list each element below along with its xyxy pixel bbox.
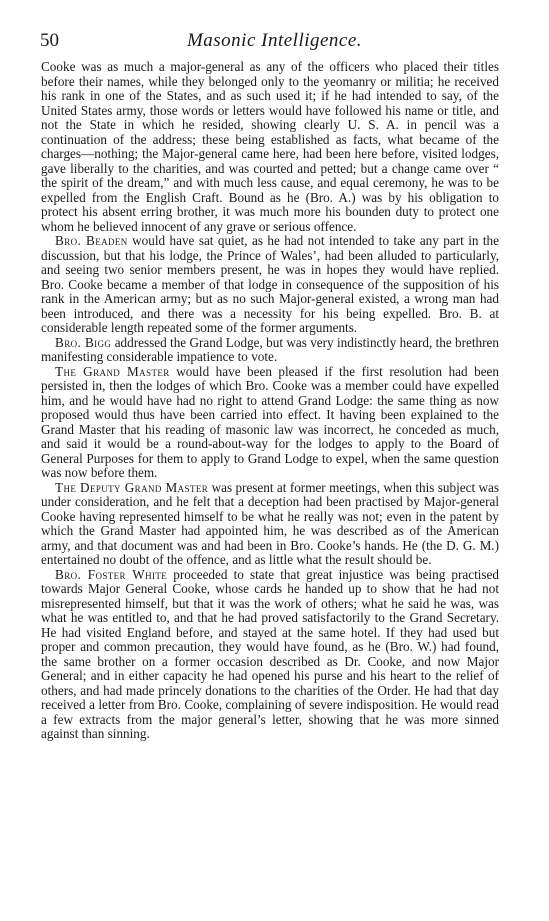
speaker-name: The Deputy Grand Master — [55, 479, 209, 495]
page-number: 50 — [40, 30, 59, 51]
speaker-name: Bro. Bigg — [55, 334, 112, 350]
paragraph-foster-white — [41, 568, 499, 742]
paragraph-bigg — [41, 336, 499, 365]
paragraph-text: would have sat quiet, as he had not intended to take any part in the discussion, but that his lodge, the Prince of Wales’, had been alluded to particularly, and seeing two senior members present, he was in hopes they would have replied. Bro. Cooke became a member of that lodge in consequence of the supposition of his rank in the American army; but as no such Major-general existed, a wrong man had been introduced, and there was a necessity for his being expelled. Bro. B. at considerable length repeated some of the former arguments. — [41, 233, 499, 335]
paragraph-deputy-grand-master — [41, 481, 499, 568]
paragraph-text: proceeded to state that great injustice was being practised towards Major General Cooke, whose cards he handed up to show that he had not misrepresented himself, but that it was the work of others; what he said he was, was what he was entitled to, and that he had proved satisfactorily to the Grand Secretary. He had visited England before, and stayed at the same hotel. If they had used but proper and common precaution, they would have found, as he (Bro. W.) had found, the same brother on a former occasion described as Dr. Cooke, and now Major General; and in either capacity he had opened his purse and his heart to the relief of others, and had made princely donations to the charities of the Order. He had that day received a letter from Bro. Cooke, complaining of severe indisposition. He would read a few extracts from the major general’s letter, showing that he was more sinned against than sinning. — [41, 566, 500, 741]
paragraph-grand-master — [41, 365, 499, 481]
paragraph-beaden — [41, 234, 499, 336]
speaker-name: The Grand Master — [55, 363, 170, 379]
speaker-name: Bro. Beaden — [55, 233, 128, 248]
paragraph-text: was present at former meetings, when this subject was under consideration, and he felt that a deception had been practised by Major-general Cooke having represented himself to be what he really was not; even in the patent by which the Grand Master had appointed him, he was described as of the American army, and that document was and had been in Bro. Cooke’s hands. He (the D. G. M.) entertained no doubt of the offence, and as little what the result should be. — [41, 479, 499, 567]
paragraph-cooke-rank — [41, 60, 499, 234]
page-body — [41, 60, 499, 742]
paragraph-text: addressed the Grand Lodge, but was very indistinctly heard, the brethren manifesting considerable impatience to vote. — [41, 334, 499, 364]
page-header — [40, 30, 509, 56]
paragraph-text: Cooke was as much a major-general as any of the officers who placed their titles before their names, while they belonged only to the yeomanry or militia; he received his rank in one of the States, and as such used it; if he had intended to say, of the United States army, those words or letters would have followed his name or title, and not the State in which he resided, showing clearly U. S. A. in pencil was a continuation of the address; these being established as facts, what became of the charges—nothing; the Major-general came here, had been here before, visited lodges, gave liberally to the charities, and was courted and petted; but a change came over “ the spirit of the dream,” and with much less cause, and equal ceremony, he was to be expelled from the English Craft. Bound as he (Bro. A.) was by his obligation to protect his absent erring brother, it was much more his bounden duty to protect one whom he believed innocent of any grave or serious offence. — [41, 59, 499, 234]
speaker-name: Bro. Foster White — [55, 566, 168, 582]
paragraph-text: would have been pleased if the first resolution had been persisted in, then the lodges of which Bro. Cooke was a member could have expelled him, and he would have had no right to attend Grand Lodge: the same thing as now proposed would thus have been carried into effect. It having been explained to the Grand Master that his reading of masonic law was incorrect, he conceded as much, and said it would be a round-about-way for the lodges to apply to the Board of General Purposes for them to apply to Grand Lodge to expel, when the same question was now before them. — [41, 363, 499, 480]
running-title: Masonic Intelligence. — [186, 30, 363, 51]
